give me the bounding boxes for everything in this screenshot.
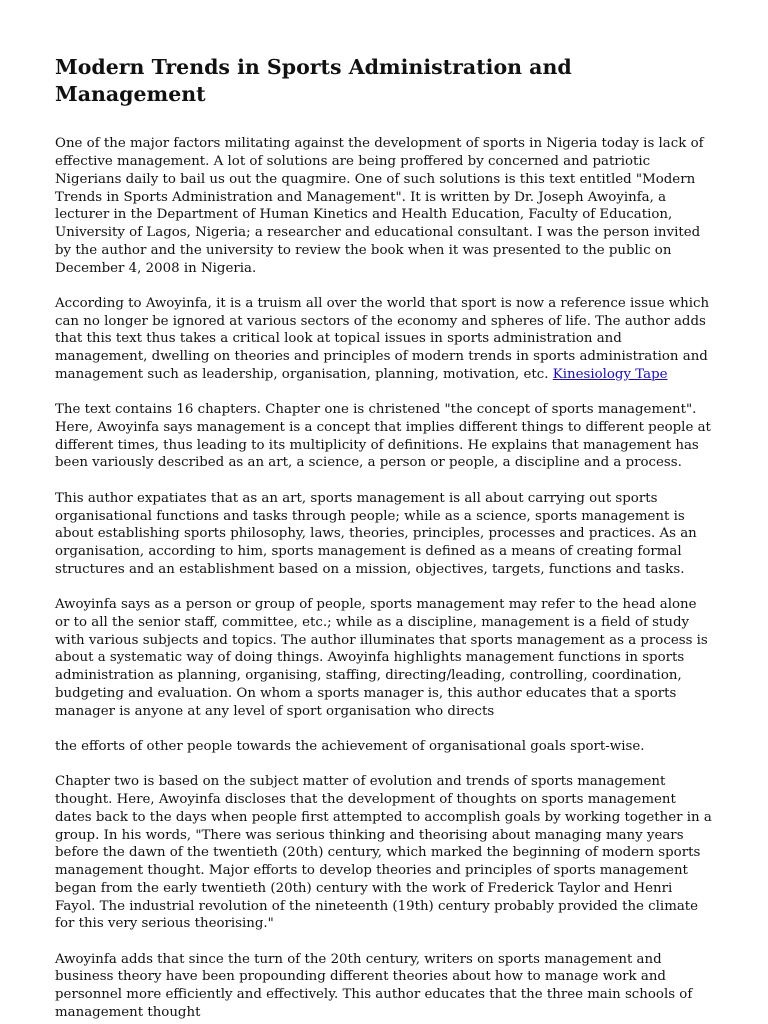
paragraph-7: Chapter two is based on the subject matter of evolution and trends of sports management thought. Here, Awoyinfa discloses that the development of thoughts on sports management dates back to the days when people first attempted to accomplish goals by working together in a group. In his words, "There was serious thinking and theorising about managing many years before the dawn of the twentieth (20th) century, which marked the beginning of modern sports management thought. Major efforts to develop theories and principles of sports management began from the early twentieth (20th) century with the work of Frederick Taylor and Henri Fayol. The industrial revolution of the nineteenth (19th) century probably provided the climate for this very serious theorising." <box>55 774 712 932</box>
article-title: Modern Trends in Sports Administration and Management <box>55 55 572 106</box>
paragraph-2 <box>55 295 714 384</box>
paragraph-6: the efforts of other people towards the achievement of organisational goals sport-wise. <box>55 739 645 754</box>
article-body <box>55 135 714 1021</box>
paragraph-2-text: According to Awoyinfa, it is a truism all over the world that sport is now a reference issue which can no longer be ignored at various sectors of the economy and spheres of life. The author adds that this text thus takes a critical look at topical issues in sports administration and management, dwelling on theories and principles of modern trends in sports administration and management such as leadership, organisation, planning, motivation, etc. <box>55 295 710 382</box>
paragraph-4: This author expatiates that as an art, sports management is all about carrying out sports organisational functions and tasks through people; while as a science, sports management is about establishing sports philosophy, laws, theories, principles, processes and practices. As an organisation, according to him, sports management is defined as a means of creating formal structures and an establishment based on a mission, objectives, targets, functions and tasks. <box>55 490 697 577</box>
kinesiology-tape-link[interactable]: Kinesiology Tape <box>552 366 668 382</box>
paragraph-5: Awoyinfa says as a person or group of people, sports management may refer to the head alone or to all the senior staff, committee, etc.; while as a discipline, management is a field of study with various subjects and topics. The author illuminates that sports management as a process is about a systematic way of doing things. Awoyinfa highlights management functions in sports administration as planning, organising, staffing, directing/leading, controlling, coordination, budgeting and evaluation. On whom a sports manager is, this author educates that a sports manager is anyone at any level of sport organisation who directs <box>55 597 708 719</box>
paragraph-3: The text contains 16 chapters. Chapter one is christened "the concept of sports management". Here, Awoyinfa says management is a concept that implies different things to different people at different times, thus leading to its multiplicity of definitions. He explains that management has been variously described as an art, a science, a person or people, a discipline and a process. <box>55 402 711 471</box>
paragraph-8: Awoyinfa adds that since the turn of the 20th century, writers on sports management and business theory have been propounding different theories about how to manage work and personnel more efficiently and effectively. This author educates that the three main schools of management thought <box>55 951 693 1020</box>
paragraph-1: One of the major factors militating against the development of sports in Nigeria today is lack of effective management. A lot of solutions are being proffered by concerned and patriotic Nigerians daily to bail us out the quagmire. One of such solutions is this text entitled "Modern Trends in Sports Administration and Management". It is written by Dr. Joseph Awoyinfa, a lecturer in the Department of Human Kinetics and Health Education, Faculty of Education, University of Lagos, Nigeria; a researcher and educational consultant. I was the person invited by the author and the university to review the book when it was presented to the public on December 4, 2008 in Nigeria. <box>55 136 704 276</box>
